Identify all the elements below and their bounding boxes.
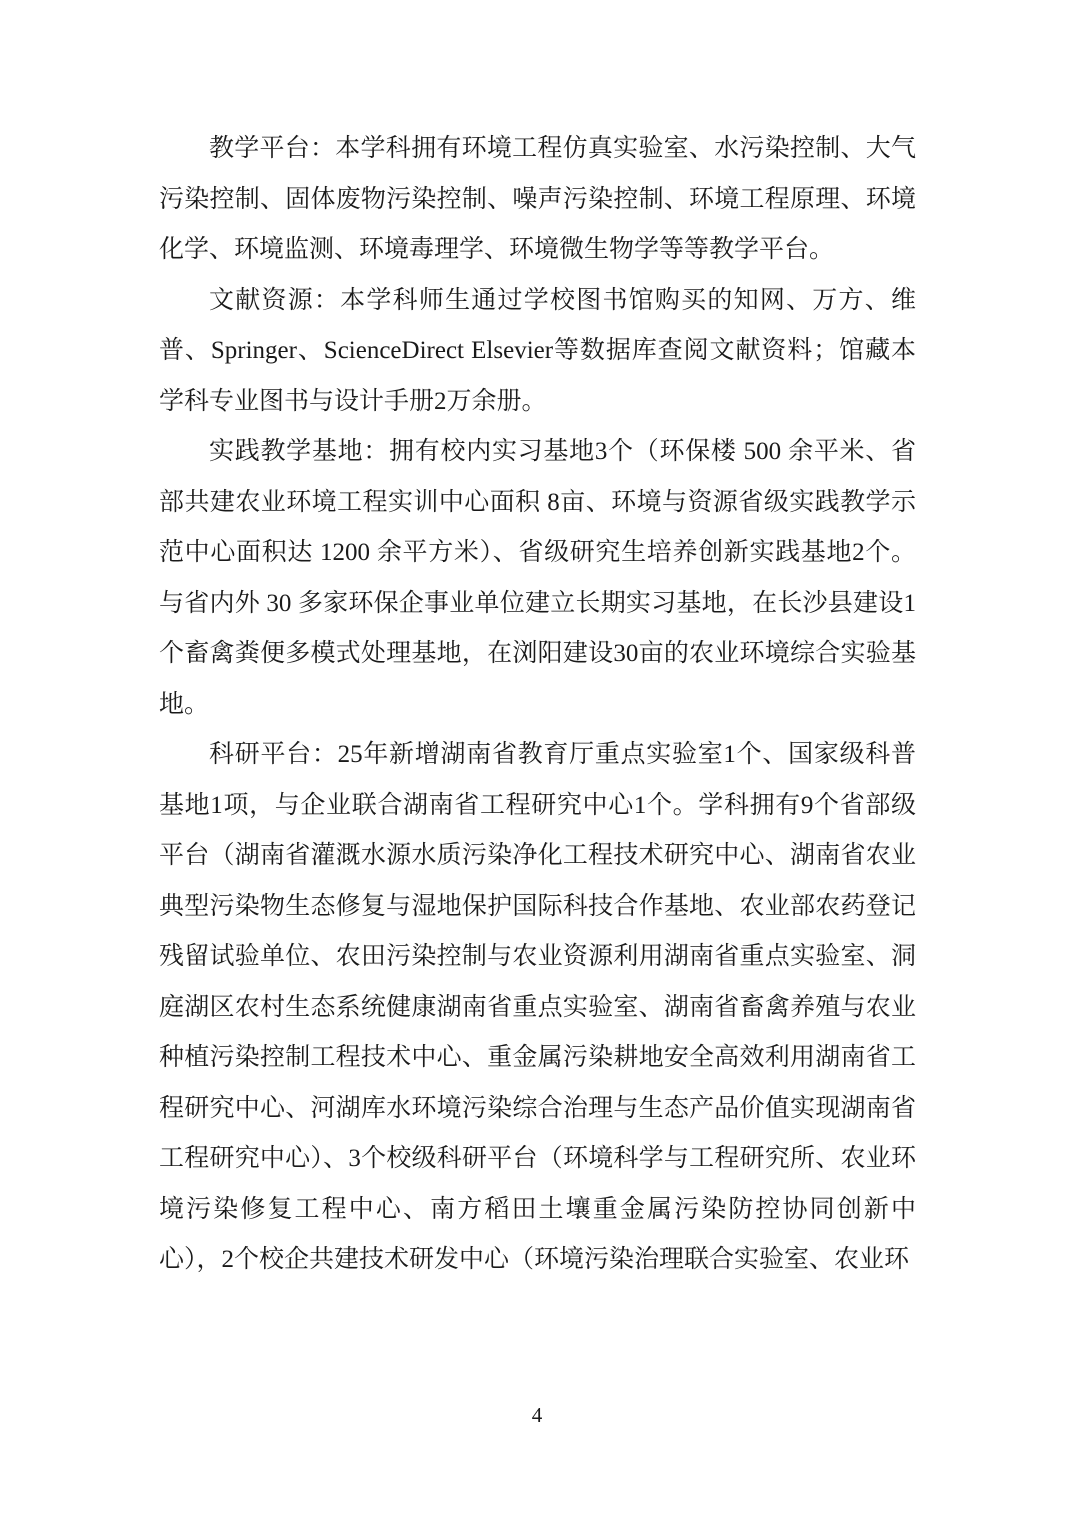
document-body bbox=[159, 124, 916, 1286]
page-number: 4 bbox=[531, 1403, 543, 1427]
paragraph-practice-teaching-bases: 实践教学基地：拥有校内实习基地3个（环保楼 500 余平米、省部共建农业环境工程实训中心面积 8亩、环境与资源省级实践教学示范中心面积达 1200 余平方米）、省级研究生培养创新实践基地2个。与省内外 30 多家环保企事业单位建立长期实习基地，在长沙县建设1 个畜禽粪便多模式处理基地，在浏阳建设30亩的农业环境综合实验基地。 bbox=[159, 438, 916, 718]
paragraph-literature-resources: 文献资源：本学科师生通过学校图书馆购买的知网、万方、维普、Springer、ScienceDirect Elsevier等数据库查阅文献资料；馆藏本学科专业图书与设计手册2万余册。 bbox=[159, 286, 916, 415]
paragraph-teaching-platform: 教学平台：本学科拥有环境工程仿真实验室、水污染控制、大气污染控制、固体废物污染控制、噪声污染控制、环境工程原理、环境化学、环境监测、环境毒理学、环境微生物学等等教学平台。 bbox=[159, 135, 916, 263]
page-footer bbox=[0, 1402, 1074, 1428]
paragraph-research-platforms: 科研平台：25年新增湖南省教育厅重点实验室1个、国家级科普基地1项，与企业联合湖南省工程研究中心1个。学科拥有9个省部级平台（湖南省灌溉水源水质污染净化工程技术研究中心、湖南省农业典型污染物生态修复与湿地保护国际科技合作基地、农业部农药登记残留试验单位、农田污染控制与农业资源利用湖南省重点实验室、洞庭湖区农村生态系统健康湖南省重点实验室、湖南省畜禽养殖与农业种植污染控制工程技术中心、重金属污染耕地安全高效利用湖南省工程研究中心、河湖库水环境污染综合治理与生态产品价值实现湖南省工程研究中心）、3个校级科研平台（环境科学与工程研究所、农业环境污染修复工程中心、南方稻田土壤重金属污染防控协同创新中心），2个校企共建技术研发中心（环境污染治理联合实验室、农业环 bbox=[159, 741, 916, 1273]
